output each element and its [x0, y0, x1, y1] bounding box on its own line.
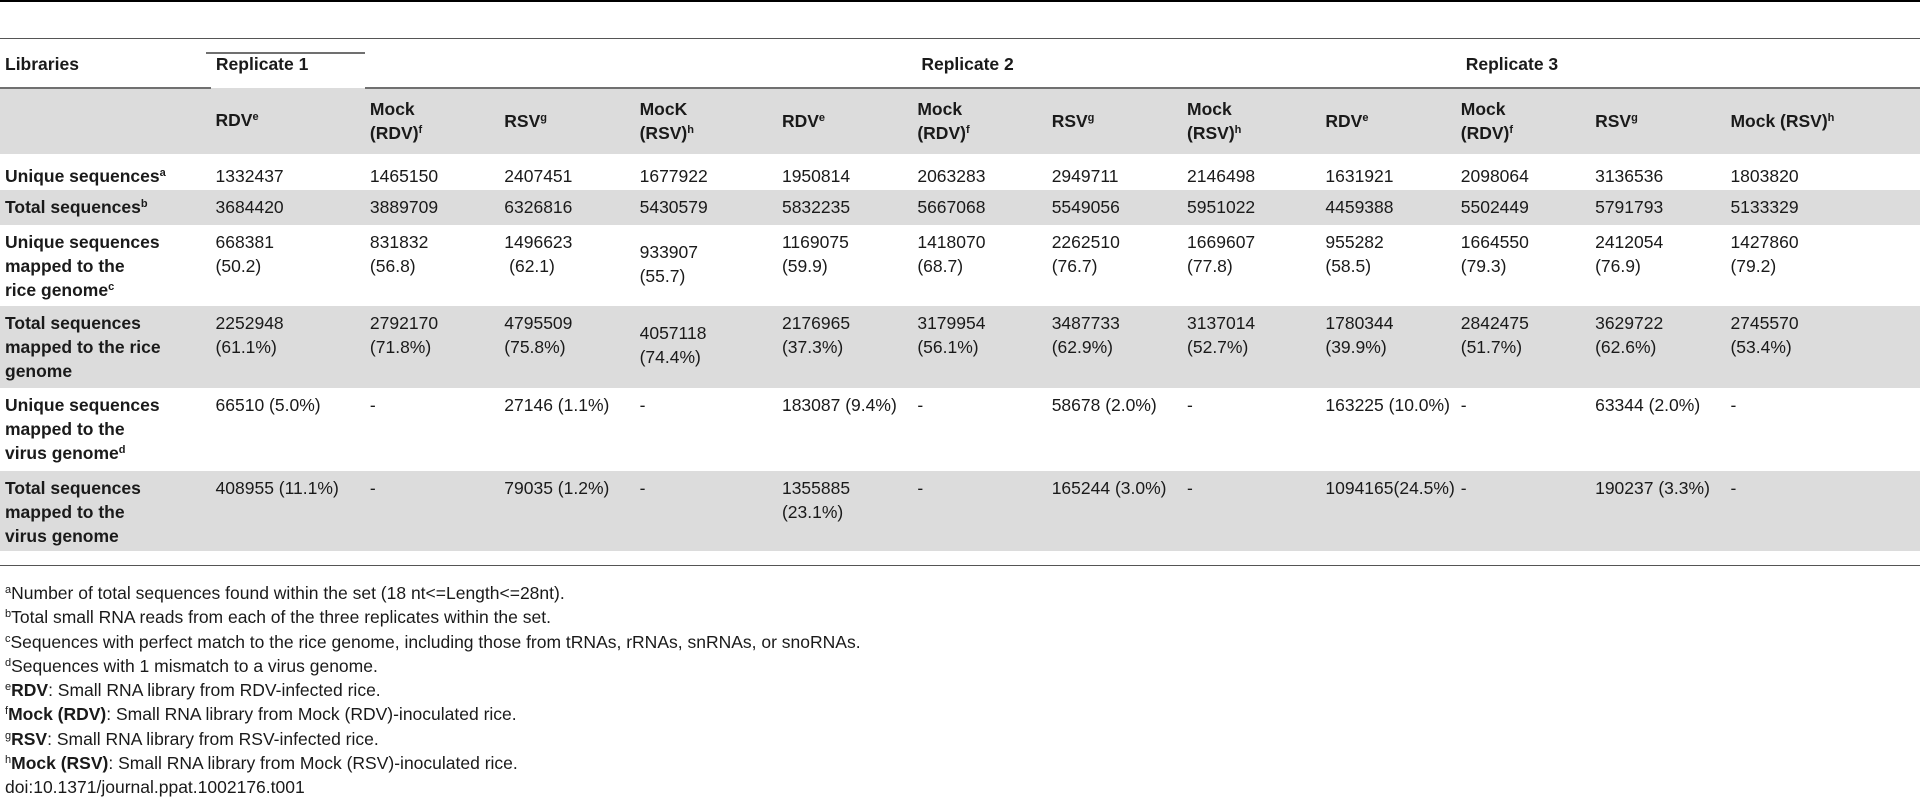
footnote-d: $^d$Sequences with 1 mismatch to a virus genome. — [5, 655, 378, 676]
table-cell: 668381 (50.2) — [215, 232, 274, 276]
footnote-f: $^f$Mock (RDV): Small RNA library from Mock (RDV)-inoculated rice. — [5, 704, 517, 725]
table-row — [0, 471, 1920, 551]
footnote-marker: h — [687, 124, 694, 136]
footnote-marker: d — [118, 444, 126, 456]
table-cell: 5667068 — [912, 190, 1046, 225]
column-header-9 — [1320, 88, 1455, 154]
table-cell: 1631921 — [1325, 166, 1394, 186]
table-bottom-rule — [0, 565, 1920, 566]
table-cell: 1169075 (59.9) — [781, 232, 849, 276]
column-header-line2: RDV — [1325, 111, 1363, 131]
column-header-row — [0, 88, 1920, 154]
table-cell: - — [1187, 395, 1193, 415]
table-cell: 3629722 (62.6%) — [1590, 306, 1725, 388]
table-cell: 3179954 (56.1%) — [912, 306, 1046, 388]
footnote-marker: h — [1827, 112, 1835, 124]
table-cell: 955282 (58.5) — [1325, 232, 1384, 276]
table-cell: - — [635, 471, 777, 551]
column-header-line2: RDV — [781, 111, 819, 131]
footnote-marker: g — [1631, 112, 1638, 124]
table-row — [0, 154, 1920, 190]
footnote-marker: c — [108, 281, 115, 293]
table-cell: 4795509 (75.8%) — [499, 306, 634, 388]
table-cell: 3889709 — [365, 190, 499, 225]
table-cell: - — [1456, 471, 1590, 551]
column-header-12 — [1725, 88, 1920, 154]
table-cell: 1803820 — [1730, 166, 1799, 186]
table-cell: 1418070 (68.7) — [917, 232, 986, 276]
table-cell: 5951022 — [1182, 190, 1320, 225]
footnote-marker: h — [1234, 124, 1242, 136]
column-header-5 — [777, 88, 912, 154]
footnote-g: $^g$RSV: Small RNA library from RSV-infected rice. — [5, 728, 379, 749]
footnote-a: $^a$Number of total sequences found within the set (18 nt<=Length<=28nt). — [5, 583, 565, 603]
table-cell: 5133329 — [1725, 190, 1920, 225]
table-cell: 2792170 (71.8%) — [365, 306, 499, 388]
footnote-marker: g — [540, 112, 547, 124]
column-header-4 — [635, 88, 777, 154]
column-header-line2: (RDV) — [1460, 123, 1510, 143]
footnote-marker: e — [818, 112, 826, 124]
table-cell: 5502449 — [1456, 190, 1590, 225]
table-cell: 2176965 (37.3%) — [777, 306, 912, 388]
doi-text: doi:10.1371/journal.ppat.1002176.t001 — [5, 777, 305, 798]
table-cell: 163225 (10.0%) — [1325, 395, 1450, 415]
table-cell: 63344 (2.0%) — [1595, 395, 1701, 415]
footnote-e: $^e$RDV: Small RNA library from RDV-infected rice. — [5, 680, 381, 701]
table-cell: 5791793 — [1590, 190, 1725, 225]
column-header-6 — [912, 88, 1046, 154]
table-cell: 165244 (3.0%) — [1047, 471, 1182, 551]
table-cell: - — [365, 471, 499, 551]
footnote-marker: b — [140, 198, 148, 210]
table-cell: - — [639, 395, 646, 415]
table-cell: 1496623 (62.1) — [504, 232, 573, 276]
column-header-7 — [1047, 88, 1182, 154]
replicate-2-header: Replicate 2 — [912, 38, 1455, 88]
column-header-line2: (RDV) — [369, 123, 419, 143]
column-header-1 — [211, 88, 365, 154]
table-cell: - — [917, 395, 924, 415]
footnote-marker: a — [159, 167, 166, 179]
table-row — [0, 190, 1920, 225]
table-cell: 2262510 (76.7) — [1051, 232, 1120, 276]
column-header-line2: Mock (RSV) — [1730, 111, 1828, 131]
table-cell: 2412054 (76.9) — [1595, 232, 1664, 276]
column-header-10 — [1456, 88, 1590, 154]
table-cell: 1669607 (77.8) — [1187, 232, 1256, 276]
small-rna-table — [0, 38, 1920, 551]
table-cell: 5832235 — [777, 190, 912, 225]
table-cell: 3137014 (52.7%) — [1182, 306, 1320, 388]
column-header-line2: (RSV) — [639, 123, 688, 143]
table-cell: 4057118 (74.4%) — [635, 306, 777, 388]
table-cell: 2252948 (61.1%) — [211, 306, 365, 388]
table-cell: - — [912, 471, 1046, 551]
column-header-line2: RSV — [504, 111, 541, 131]
footnote-marker: f — [1509, 124, 1514, 136]
table-cell: - — [369, 395, 376, 415]
table-cell: 2949711 — [1051, 166, 1119, 186]
footnote-marker: f — [418, 124, 423, 136]
column-header-2 — [365, 88, 499, 154]
table-cell: 3684420 — [211, 190, 365, 225]
table-cell: - — [1730, 395, 1737, 415]
column-header-line2: RDV — [215, 110, 253, 130]
column-header-line2: (RSV) — [1187, 123, 1235, 143]
table-cell: 2745570 (53.4%) — [1725, 306, 1920, 388]
table-cell: 3136536 — [1595, 166, 1664, 186]
table-cell: 1664550 (79.3) — [1460, 232, 1529, 276]
table-cell: 933907 (55.7) — [639, 242, 699, 286]
table-cell: 1780344 (39.9%) — [1320, 306, 1455, 388]
footnote-c: $^c$Sequences with perfect match to the rice genome, including those from tRNAs, rRNAs, snRNAs, or snoRNAs. — [5, 631, 861, 652]
table-cell: 5430579 — [635, 190, 777, 225]
column-header-8 — [1182, 88, 1320, 154]
table-cell: 2098064 — [1460, 166, 1529, 186]
row-label: Total sequences mapped to the rice genome — [0, 306, 211, 388]
footnote-b: $^b$Total small RNA reads from each of the three replicates within the set. — [5, 607, 551, 628]
table-cell: 66510 (5.0%) — [215, 395, 321, 415]
table-cell: 79035 (1.2%) — [499, 471, 634, 551]
row-label: Unique sequences$^a$ — [5, 166, 166, 186]
table-cell: 183087 (9.4%) — [781, 395, 897, 415]
row-label: Unique sequences mapped to the rice genome$^c$ — [5, 232, 160, 300]
table-cell: 1332437 — [215, 166, 284, 186]
table-footnotes — [5, 581, 861, 800]
table-cell: - — [1725, 471, 1920, 551]
table-row — [0, 388, 1920, 471]
top-border-line — [0, 0, 1920, 2]
row-label: Unique sequences mapped to the virus genome$^d$ — [5, 395, 160, 463]
footnote-h: $^h$Mock (RSV): Small RNA library from Mock (RSV)-inoculated rice. — [5, 753, 518, 774]
table-cell: 2842475 (51.7%) — [1456, 306, 1590, 388]
group-header-row — [0, 38, 1920, 88]
table-cell: 1677922 — [639, 166, 708, 186]
table-cell: 2407451 — [504, 166, 573, 186]
column-header-line2: RSV — [1051, 111, 1088, 131]
table-cell: 5549056 — [1047, 190, 1182, 225]
column-header-line2: RSV — [1595, 111, 1632, 131]
table-row — [0, 306, 1920, 388]
table-cell: - — [1182, 471, 1320, 551]
table-cell: 27146 (1.1%) — [504, 395, 610, 415]
table-cell: 1950814 — [781, 166, 851, 186]
footnote-marker: f — [965, 124, 970, 136]
table-cell: 3487733 (62.9%) — [1047, 306, 1182, 388]
table-cell: 4459388 — [1320, 190, 1455, 225]
table-cell: 6326816 — [499, 190, 634, 225]
column-header-line1: Mock — [369, 99, 415, 119]
replicate-1-header: Replicate 1 — [365, 38, 912, 88]
column-header-11 — [1590, 88, 1725, 154]
table-cell: 1427860 (79.2) — [1730, 232, 1799, 276]
footnote-marker: e — [1362, 112, 1369, 124]
header-blank-cell — [0, 88, 211, 154]
column-header-line1: Mock — [1460, 99, 1506, 119]
table-cell: 2063283 — [917, 166, 986, 186]
column-header-line1: MocK — [639, 99, 688, 119]
row-label: Total sequences mapped to the virus genome — [0, 471, 211, 551]
table-cell: 1465150 — [369, 166, 439, 186]
column-header-line1: Mock — [1187, 99, 1232, 119]
table-cell: 58678 (2.0%) — [1051, 395, 1157, 415]
libraries-header: Libraries — [0, 38, 211, 88]
table-cell: 1094165(24.5%) — [1320, 471, 1455, 551]
column-header-3 — [499, 88, 634, 154]
table-row — [0, 225, 1920, 306]
footnote-marker: e — [252, 111, 259, 123]
footnote-marker: g — [1087, 112, 1095, 124]
table-cell: 408955 (11.1%) — [211, 471, 365, 551]
table-cell: 1355885 (23.1%) — [777, 471, 912, 551]
replicate-3-header: Replicate 3 — [1456, 38, 1920, 88]
table-cell: - — [1460, 395, 1467, 415]
row-label: Total sequences$^b$ — [0, 190, 211, 225]
column-header-line2: (RDV) — [917, 123, 966, 143]
column-header-line1: Mock — [917, 99, 963, 119]
table-cell: 831832 (56.8) — [369, 232, 429, 276]
table-top-rule — [0, 38, 1920, 39]
table-cell: 2146498 — [1187, 166, 1256, 186]
table-cell: 190237 (3.3%) — [1590, 471, 1725, 551]
